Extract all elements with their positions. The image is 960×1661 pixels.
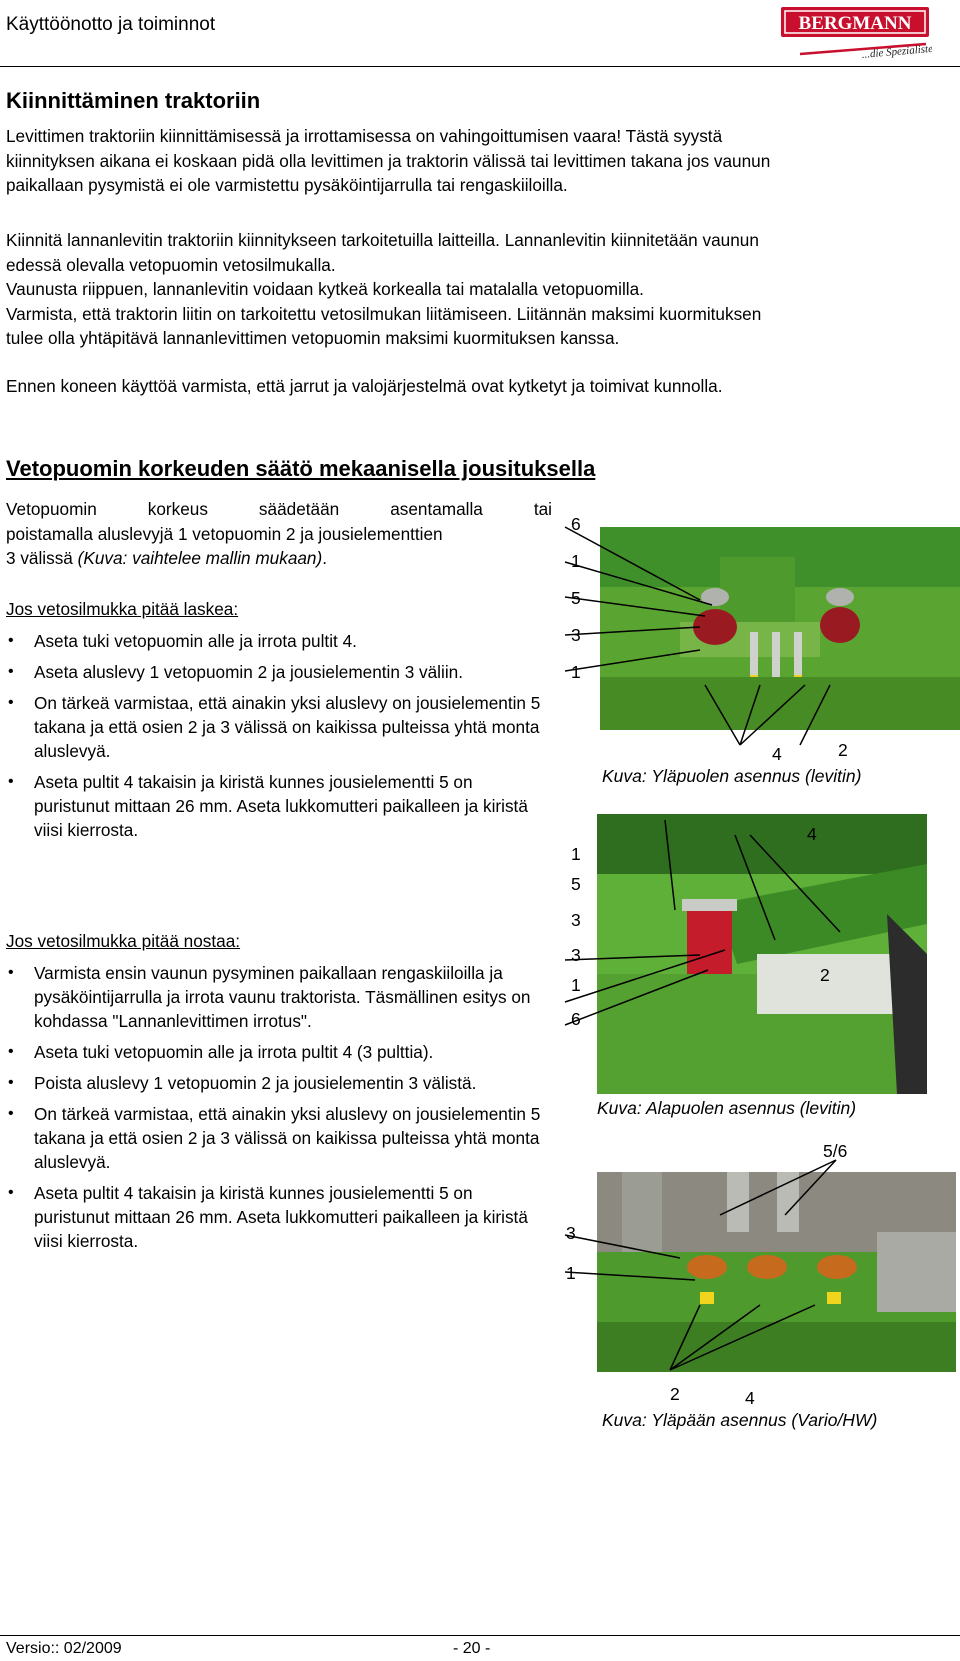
logo-slogan: ...die Spezialisten bbox=[861, 42, 932, 61]
list-item: • Varmista ensin vaunun pysyminen paikallaan rengaskiiloilla ja pysäköintijarrulla ja irrota vaunu traktorista. Täsmällinen esitys on kohdassa "Lannanlevittimen irrotus". bbox=[6, 961, 546, 1033]
page-number: - 20 - bbox=[453, 1640, 491, 1657]
figure1-label: 3 bbox=[571, 625, 581, 645]
figure1-label: 2 bbox=[838, 740, 848, 760]
figure1-label: 6 bbox=[571, 514, 581, 534]
list-item: • Poista aluslevy 1 vetopuomin 2 ja jousielementin 3 välistä. bbox=[6, 1071, 546, 1095]
list-item: • On tärkeä varmistaa, että ainakin yksi aluslevy on jousielementin 5 takana ja että osien 2 ja 3 välissä on kaikissa pulteissa yhtä monta aluslevyä. bbox=[6, 1102, 546, 1174]
list-item: • Aseta pultit 4 takaisin ja kiristä kunnes jousielementti 5 on puristunut mittaan 26 mm. Aseta lukkomutteri paikalleen ja kiristä viisi kierrosta. bbox=[6, 770, 546, 842]
figure2-label: 1 bbox=[571, 844, 581, 864]
figure2-callout-lines bbox=[540, 820, 840, 1040]
figure1-label: 5 bbox=[571, 588, 581, 608]
list-item: • Aseta tuki vetopuomin alle ja irrota pultit 4 (3 pulttia). bbox=[6, 1040, 546, 1064]
figure3-label: 2 bbox=[670, 1384, 680, 1404]
heading-drawbar-height: Vetopuomin korkeuden säätö mekaanisella jousituksella bbox=[6, 456, 596, 481]
figure1-label: 4 bbox=[772, 744, 782, 764]
figure2-label: 5 bbox=[571, 874, 581, 894]
subheading-raise: Jos vetosilmukka pitää nostaa: bbox=[6, 931, 241, 951]
footer-version: Versio:: 02/2009 bbox=[6, 1640, 122, 1657]
figure2-label: 3 bbox=[571, 945, 581, 965]
figure3-label: 1 bbox=[566, 1263, 576, 1283]
heading-attaching: Kiinnittäminen traktoriin bbox=[6, 88, 261, 113]
list-item: • Aseta tuki vetopuomin alle ja irrota pultit 4. bbox=[6, 629, 546, 653]
figure2-label: 1 bbox=[571, 975, 581, 995]
footer-divider bbox=[0, 1635, 960, 1636]
figure1-label: 1 bbox=[571, 551, 581, 571]
figure2-label: 2 bbox=[820, 965, 830, 985]
figure3-caption: Kuva: Yläpään asennus (Vario/HW) bbox=[602, 1410, 878, 1430]
paragraph-warning: Levittimen traktoriin kiinnittämisessä ja irrottamisessa on vahingoittumisen vaara! Tästä syystä kiinnityksen aikana ei koskaan pidä olla levittimen ja traktorin välissä tai levittimen takana jos vaunun paikallaan pysymistä ei ole varmistettu pysäköintijarrulla tai rengaskiiloilla. bbox=[6, 126, 771, 195]
list-item: • On tärkeä varmistaa, että ainakin yksi aluslevy on jousielementin 5 takana ja että osien 2 ja 3 välissä on kaikissa pulteissa yhtä monta aluslevyä. bbox=[6, 691, 546, 763]
logo-wordmark: BERGMANN bbox=[798, 13, 912, 34]
paragraph-drawbar-intro: Vetopuomin korkeus säädetään asentamalla tai poistamalla aluslevyjä 1 vetopuomin 2 ja jousielementtien 3 välissä (Kuva: vaihtelee mallin mukaan). bbox=[6, 499, 552, 568]
figure1-label: 1 bbox=[571, 662, 581, 682]
figure2-label: 4 bbox=[807, 824, 817, 844]
document-section-title: Käyttöönotto ja toiminnot bbox=[6, 14, 216, 35]
figure3-callout-lines bbox=[540, 1160, 840, 1400]
list-item: • Aseta pultit 4 takaisin ja kiristä kunnes jousielementti 5 on puristunut mittaan 26 mm. Aseta lukkomutteri paikalleen ja kiristä viisi kierrosta. bbox=[6, 1181, 546, 1253]
figure2-caption: Kuva: Alapuolen asennus (levitin) bbox=[597, 1098, 857, 1118]
bergmann-logo bbox=[780, 4, 932, 62]
figure2-label: 6 bbox=[571, 1009, 581, 1029]
raise-steps-list bbox=[6, 961, 546, 1260]
paragraph-attach-instructions: Kiinnitä lannanlevitin traktoriin kiinnitykseen tarkoitetuilla laitteilla. Lannanlevitin kiinnitetään vaunun edessä olevalla vetopuomin vetosilmukalla. Vaunusta riippuen, lannanlevitin voidaan kytkeä korkealla tai matalalla vetopuomilla. Varmista, että traktorin liitin on tarkoitettu vetosilmukan liitämiseen. Liitännän maksimi kuormituksen tulee olla yhtäpitävä lannanlevittimen vetopuomin maksimi kuormituksen kanssa. bbox=[6, 230, 762, 348]
lower-steps-list bbox=[6, 629, 546, 849]
header-divider bbox=[0, 66, 960, 67]
paragraph-before-use: Ennen koneen käyttöä varmista, että jarrut ja valojärjestelmä ovat kytketyt ja toimivat kunnolla. bbox=[6, 376, 723, 396]
figure2-label: 3 bbox=[571, 910, 581, 930]
figure1-caption: Kuva: Yläpuolen asennus (levitin) bbox=[602, 766, 862, 786]
figure3-label: 4 bbox=[745, 1388, 755, 1408]
figure3-label: 3 bbox=[566, 1223, 576, 1243]
list-item: • Aseta aluslevy 1 vetopuomin 2 ja jousielementin 3 väliin. bbox=[6, 660, 546, 684]
subheading-lower: Jos vetosilmukka pitää laskea: bbox=[6, 599, 239, 619]
figure3-label: 5/6 bbox=[823, 1141, 848, 1161]
